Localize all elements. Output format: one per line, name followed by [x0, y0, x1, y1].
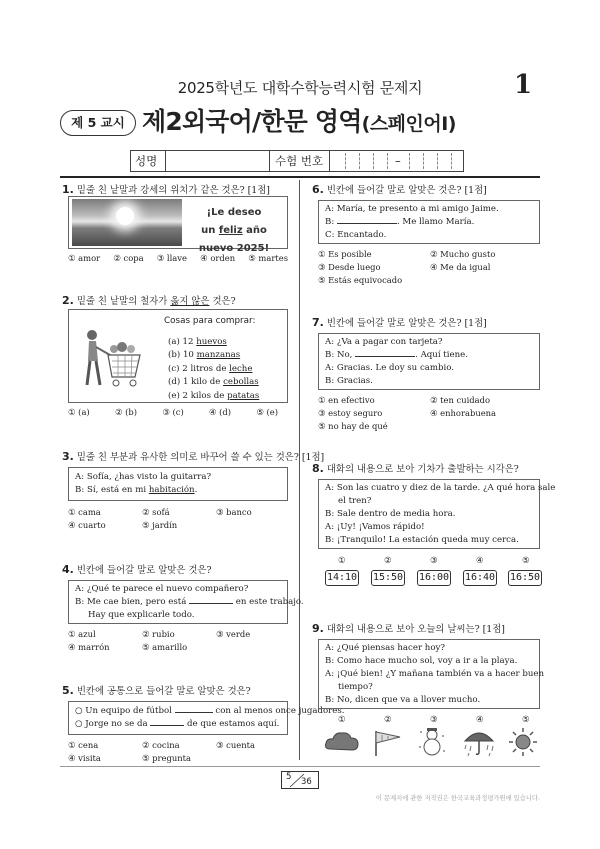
question-1: 1. 밑줄 친 낱말과 강세의 위치가 같은 것은? [1점]: [62, 183, 270, 196]
subject-main: 제2외국어/한문 영역: [142, 107, 362, 136]
q2-list-title: Cosas para comprar:: [164, 316, 256, 326]
q6-option-3[interactable]: ③ Desde luego: [318, 262, 381, 272]
q8-option-4-clock[interactable]: 16:40: [463, 570, 497, 586]
q2-option-5[interactable]: ⑤ (e): [256, 407, 278, 417]
id-label: 수험 번호: [275, 154, 324, 168]
q1-option-1[interactable]: ① amor: [68, 253, 101, 263]
name-label: 성명: [135, 154, 158, 168]
q4-box: A: ¿Qué te parece el nuevo compañero? B: Me cae bien, pero está en este trabajo. Hay que explicarle todo.: [68, 580, 288, 624]
question-6: 6. 빈칸에 들어갈 말로 알맞은 것은? [1점]: [312, 183, 487, 196]
q2-option-3[interactable]: ③ (c): [162, 407, 184, 417]
footer-rule: [60, 766, 540, 767]
q2-list: [168, 336, 259, 403]
column-divider: [299, 180, 300, 760]
q8-option-3-clock[interactable]: 16:00: [417, 570, 451, 586]
q6-option-4[interactable]: ④ Me da igual: [430, 262, 491, 272]
sun-icon[interactable]: [507, 727, 539, 757]
question-2: 2. 밑줄 친 낱말의 철자가 옳지 않은 것은?: [62, 294, 236, 307]
question-4: 4. 빈칸에 들어갈 말로 알맞은 것은?: [62, 563, 212, 576]
question-5: 5. 빈칸에 공통으로 들어갈 말로 알맞은 것은?: [62, 684, 251, 697]
q1-option-2[interactable]: ② copa: [113, 253, 144, 263]
q4-blank: [189, 603, 233, 604]
q8-box: A: Son las cuatro y diez de la tarde. ¿A qué hora sale el tren? B: Sale dentro de media hora. A: ¡Uy! ¡Vamos rápido! B: ¡Tranquilo! La estación queda muy cerca.: [318, 479, 540, 549]
q8-options: ① ② ③ ④ ⑤ 14:10 15:50 16:00 16:40 16:50: [318, 554, 540, 596]
q4-option-3[interactable]: ③ verde: [216, 629, 251, 639]
subject-title: [142, 102, 456, 138]
question-7: 7. 빈칸에 들어갈 말로 알맞은 것은? [1점]: [312, 316, 487, 329]
page-total: 36: [301, 777, 312, 787]
q8-option-2-clock[interactable]: 15:50: [371, 570, 405, 586]
q6-blank: [337, 223, 397, 224]
q2-option-4[interactable]: ④ (d): [208, 407, 232, 417]
question-8: 8. 대화의 내용으로 보아 기차가 출발하는 시각은?: [312, 462, 519, 475]
exam-title: 2025학년도 대학수학능력시험 문제지: [177, 79, 423, 97]
q8-option-1-clock[interactable]: 14:10: [325, 570, 359, 586]
umbrella-rain-icon[interactable]: [462, 727, 496, 757]
sunrise-image: [72, 199, 182, 246]
q1-sentence: ¡Le deseo un feliz año nuevo 2025!: [198, 207, 270, 254]
q2-item-d: (d) 1 kilo de cebollas: [168, 377, 259, 388]
q4-option-2[interactable]: ② rubio: [142, 629, 175, 639]
q5-option-5[interactable]: ⑤ pregunta: [142, 753, 191, 763]
q6-box: A: María, te presento a mi amigo Jaime. B: . Me llamo María. C: Encantado.: [318, 200, 540, 244]
q2-option-2[interactable]: ② (b): [114, 407, 138, 417]
q3-option-2[interactable]: ② sofá: [142, 507, 170, 517]
q1-option-4[interactable]: ④ orden: [200, 253, 236, 263]
copyright-notice: 이 문제지에 관한 저작권은 한국교육과정평가원에 있습니다.: [375, 795, 540, 802]
q9-options: ① ② ③ ④ ⑤: [318, 713, 540, 759]
q4-option-5[interactable]: ⑤ amarillo: [142, 642, 188, 652]
q3-option-3[interactable]: ③ banco: [216, 507, 252, 517]
subject-sub: (스페인어Ⅰ): [361, 113, 456, 135]
q7-option-1[interactable]: ① en efectivo: [318, 395, 375, 405]
q5-box: ○ Un equipo de fútbol con al menos once jugadores. ○ Jorge no se da de que estamos aquí.: [68, 701, 288, 735]
question-9: 9. 대화의 내용으로 보아 오늘의 날씨는? [1점]: [312, 622, 505, 635]
q5-option-2[interactable]: ② cocina: [142, 740, 180, 750]
id-separator: –: [395, 154, 401, 168]
q7-blank: [355, 356, 415, 357]
q3-option-4[interactable]: ④ cuarto: [68, 520, 106, 530]
q2-item-c: (c) 2 litros de leche: [168, 363, 253, 374]
q5-option-3[interactable]: ③ cuenta: [216, 740, 255, 750]
page-number: 1: [514, 70, 533, 100]
q5-blank-2: [150, 725, 184, 726]
cloud-icon[interactable]: [324, 729, 360, 755]
examinee-info-bar: [130, 150, 464, 172]
page-counter: [281, 771, 319, 789]
q3-option-5[interactable]: ⑤ jardín: [142, 520, 178, 530]
q2-option-1[interactable]: ① (a): [68, 407, 90, 417]
q2-item-e: (e) 2 kilos de patatas: [168, 390, 260, 401]
page-current: 5: [286, 772, 292, 782]
q7-option-5[interactable]: ⑤ no hay de qué: [318, 421, 388, 431]
q3-box: A: Sofía, ¿has visto la guitarra? B: Sí, está en mi habitación.: [68, 467, 288, 501]
q1-underlined-word: feliz: [218, 225, 243, 236]
q7-box: A: ¿Va a pagar con tarjeta? B: No, . Aquí tiene. A: Gracias. Le doy su cambio. B: Gracias.: [318, 333, 540, 390]
q7-option-2[interactable]: ② ten cuidado: [430, 395, 491, 405]
q8-option-5-clock[interactable]: 16:50: [508, 570, 542, 586]
q4-option-1[interactable]: ① azul: [68, 629, 96, 639]
q2-item-b: (b) 10 manzanas: [168, 350, 241, 361]
id-field[interactable]: [331, 151, 463, 171]
q5-blank-1: [175, 712, 213, 713]
q6-option-5[interactable]: ⑤ Estás equivocado: [318, 275, 403, 285]
q1-option-5[interactable]: ⑤ martes: [248, 253, 288, 263]
q6-option-1[interactable]: ① Es posible: [318, 249, 372, 259]
question-3: 3. 밑줄 친 부분과 유사한 의미로 바꾸어 쓸 수 있는 것은? [1점]: [62, 450, 325, 463]
q2-options: [68, 406, 278, 419]
q3-option-1[interactable]: ① cama: [68, 507, 101, 517]
shopping-cart-icon: [80, 327, 146, 399]
wind-icon[interactable]: [370, 727, 404, 757]
q2-item-a: (a) 12 huevos: [168, 337, 227, 347]
snowman-icon[interactable]: [416, 727, 448, 757]
q6-option-2[interactable]: ② Mucho gusto: [430, 249, 496, 259]
q9-box: A: ¿Qué piensas hacer hoy? B: Como hace mucho sol, voy a ir a la playa. A: ¡Qué bien! ¿Y mañana también va a hacer buen tiempo? B: No, dicen que va a llover mucho.: [318, 639, 540, 709]
q1-option-3[interactable]: ③ llave: [156, 253, 187, 263]
q5-option-1[interactable]: ① cena: [68, 740, 99, 750]
q7-option-3[interactable]: ③ estoy seguro: [318, 408, 383, 418]
header-rule: [60, 176, 540, 178]
q1-options: [68, 252, 288, 265]
period-badge: 제 5 교시: [60, 110, 136, 136]
q3-underlined-word: habitación: [148, 485, 195, 495]
q7-option-4[interactable]: ④ enhorabuena: [430, 408, 497, 418]
q4-option-4[interactable]: ④ marrón: [68, 642, 110, 652]
name-field[interactable]: [167, 151, 267, 171]
q5-option-4[interactable]: ④ visita: [68, 753, 101, 763]
